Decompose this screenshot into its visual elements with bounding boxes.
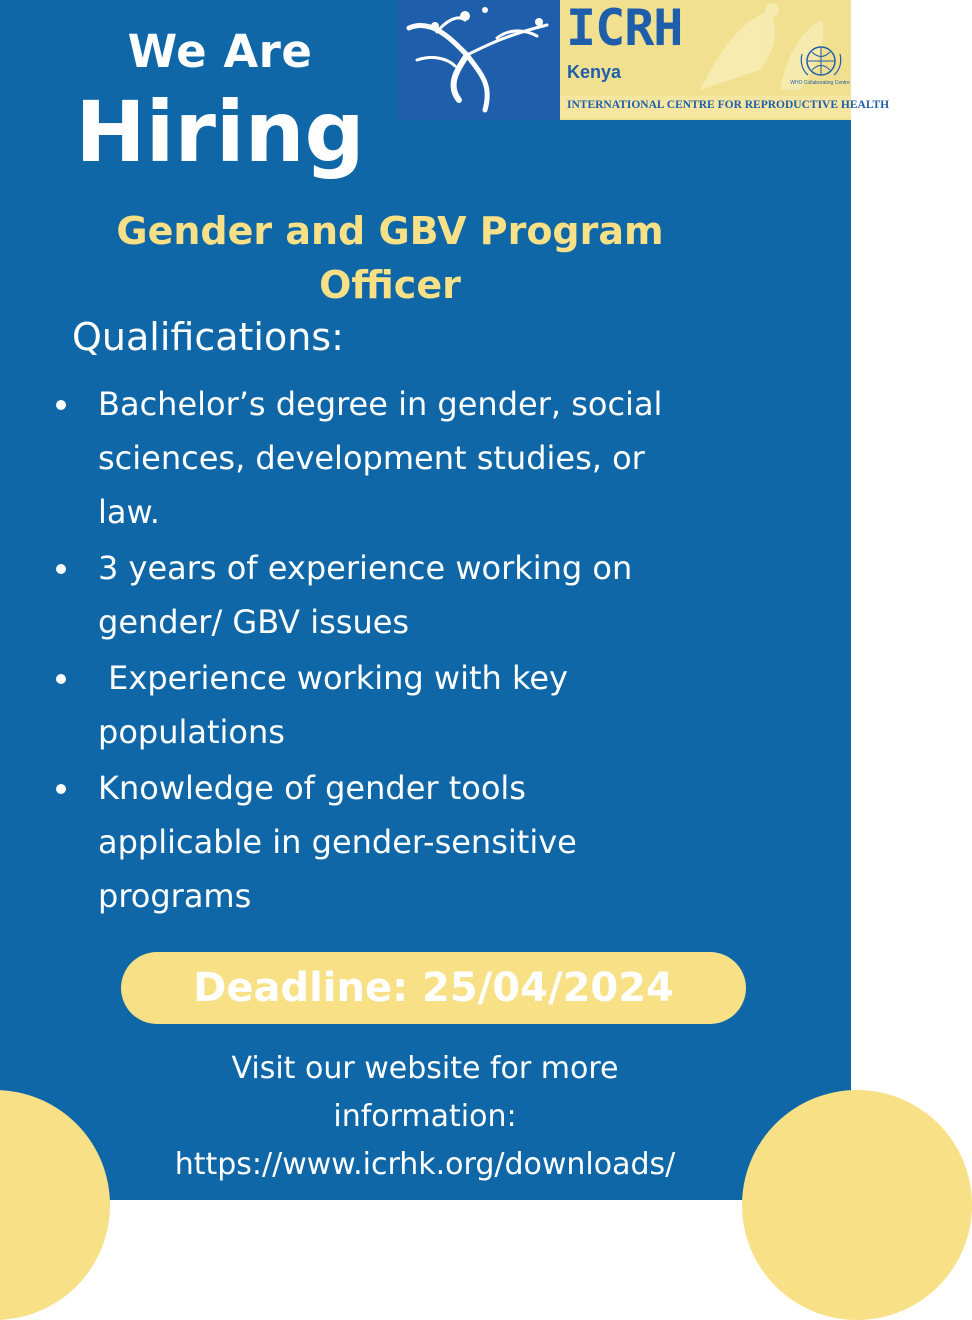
dancer-figure-icon (397, 0, 560, 120)
footer-line-1: Visit our website for more (231, 1051, 619, 1086)
who-caption: WHO Collaborating Centre (790, 80, 850, 86)
job-title-line-1: Gender and GBV Program (116, 209, 664, 253)
logo-panel (560, 0, 890, 120)
footer-info (100, 1045, 750, 1189)
logo-subtitle: INTERNATIONAL CENTRE FOR REPRODUCTIVE HEALTH (567, 99, 890, 111)
qualification-text: Knowledge of gender tools applicable in gender-sensitive programs (98, 769, 577, 915)
who-emblem-icon (798, 42, 844, 80)
qualifications-list (52, 377, 812, 925)
qualification-text: 3 years of experience working on gender/ GBV issues (98, 549, 633, 641)
bullet-icon (56, 784, 66, 794)
bullet-icon (56, 400, 66, 410)
decorative-circle-right (742, 1090, 972, 1320)
icrh-logo (397, 0, 890, 120)
qualification-text: Experience working with key populations (98, 659, 568, 751)
headline-we-are: We Are (127, 25, 313, 78)
footer-line-2: information: (333, 1099, 517, 1134)
logo-country: Kenya (567, 62, 622, 82)
headline-hiring: Hiring (75, 83, 365, 181)
qualification-item (52, 541, 812, 649)
qualification-text: Bachelor’s degree in gender, social sciences, development studies, or law. (98, 385, 663, 531)
deadline-text: Deadline: 25/04/2024 (193, 965, 674, 1011)
qualification-item (52, 651, 812, 759)
decorative-circle-left (0, 1090, 110, 1320)
deadline-badge (121, 952, 746, 1024)
qualification-item (52, 761, 812, 923)
job-title-line-2: Officer (319, 263, 461, 307)
bullet-icon (56, 674, 66, 684)
qualification-item (52, 377, 812, 539)
website-link[interactable]: https://www.icrhk.org/downloads/ (174, 1147, 676, 1182)
logo-title: ICRH (566, 0, 683, 57)
bullet-icon (56, 564, 66, 574)
qualifications-heading: Qualifications: (72, 315, 344, 359)
